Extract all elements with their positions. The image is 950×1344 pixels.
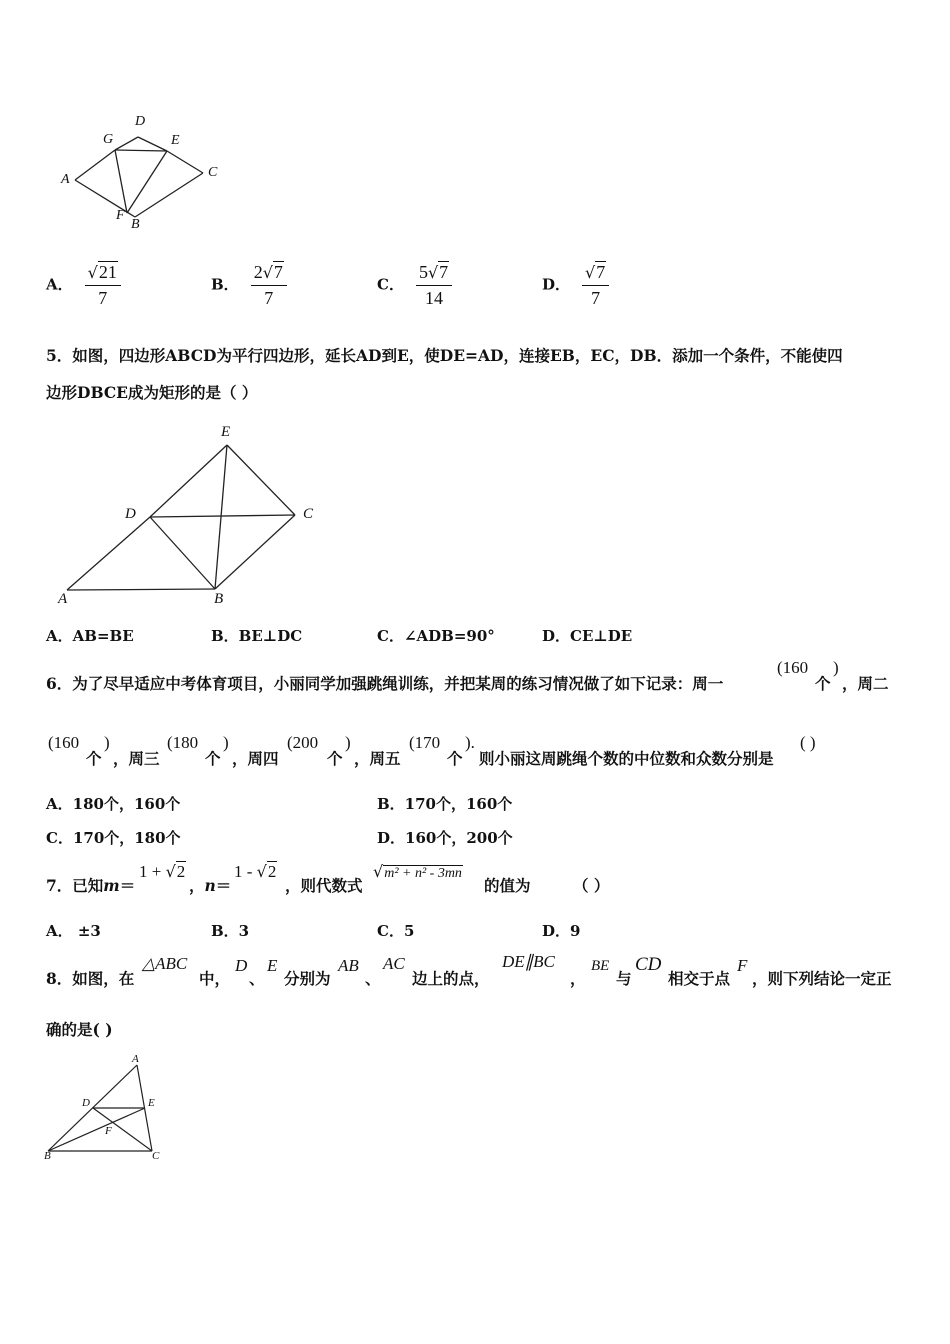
q5-label-A: A (58, 591, 68, 607)
q6-wed-value: (180 (167, 733, 199, 752)
q4-label-F: F (116, 208, 125, 223)
q5-edge-DC (150, 515, 295, 517)
q7-option-d[interactable]: D．9 (542, 922, 581, 940)
q7-m-value: 1 + √2 (139, 862, 186, 881)
q8-parallel: DE∥BC (502, 952, 555, 971)
q5-edge-AB (67, 589, 215, 590)
q5-option-c[interactable]: C．∠ADB=90° (377, 627, 495, 645)
q6-tue-unit: 个 (86, 749, 102, 768)
q4-label-D: D (135, 114, 146, 129)
q6-answer-bracket: ( ) (800, 733, 816, 752)
q6-option-d[interactable]: D．160个，200个 (377, 829, 513, 847)
q6-fri-unit: 个 (447, 749, 463, 768)
q8-stem-p4: 边上的点， (412, 969, 490, 988)
q4-edge-DE (138, 137, 167, 151)
q6-line1-end: ，周二 (842, 674, 889, 693)
q7-mid: ，则代数式 (285, 876, 363, 895)
q8-stem-p8: ，则下列结论一定正 (752, 969, 892, 988)
q6-fri-value: (170 (409, 733, 441, 752)
q4-edge-GF (115, 150, 127, 213)
q7-suffix: 的值为 (484, 876, 531, 895)
q4-option-c[interactable]: C． $\frac{5√7}{14}$ (377, 262, 452, 309)
q6-thu-close: ) (345, 733, 351, 752)
q7-prefix: 7．已知m＝ (46, 876, 136, 895)
q7-n-prefix: ，n＝ (189, 876, 232, 895)
q4-label-B: B (131, 217, 140, 232)
q5-label-C: C (303, 506, 314, 522)
q8-stem-p5: ， (570, 969, 586, 988)
q4-option-b[interactable]: B． $\frac{2√7}{7}$ (211, 262, 287, 309)
q4-edge-BA (75, 180, 135, 217)
q4-edge-EF (127, 151, 167, 213)
q8-stem-line2: 确的是( ) (46, 1020, 113, 1039)
q6-sep-fri: ，周五 (354, 749, 401, 768)
q4-edge-AG (75, 150, 115, 180)
q7-expression: √m² + n² - 3mn (373, 862, 462, 881)
q4-edge-GE (115, 150, 167, 151)
q6-fri-close: ). (465, 733, 475, 752)
q4-label-A: A (61, 172, 70, 187)
q6-tue-value: (160 (48, 733, 80, 752)
q4-edge-CB (135, 173, 203, 217)
q4-edge-GD (115, 137, 138, 150)
q6-mon-close: ) (833, 658, 839, 677)
q8-dun: 、 (249, 969, 265, 988)
q7-option-a[interactable]: A． ±3 (46, 922, 101, 940)
q8-seg-AB: AB (338, 956, 359, 975)
q8-stem-p3: 分别为 (284, 969, 331, 988)
q7-option-c[interactable]: C．5 (377, 922, 415, 940)
q6-sep-thu: ，周四 (232, 749, 279, 768)
q8-dun2: 、 (365, 969, 381, 988)
q6-tue-close: ) (104, 733, 110, 752)
q6-option-c[interactable]: C．170个，180个 (46, 829, 181, 847)
q8-stem-p7: 相交于点 (668, 969, 731, 988)
q5-edge-AD (67, 517, 150, 590)
q5-label-E: E (221, 424, 231, 440)
q4-edge-EC (167, 151, 203, 173)
q8-edge-CD (93, 1108, 152, 1151)
q8-label-F: F (105, 1125, 112, 1137)
q8-seg-CD: CD (635, 954, 662, 975)
q6-thu-value: (200 (287, 733, 319, 752)
q6-option-a[interactable]: A．180个，160个 (46, 795, 181, 813)
q8-point-D: D (235, 956, 248, 975)
q4-option-a[interactable]: A． $\frac{√21}{7}$ (46, 262, 121, 309)
q5-option-b[interactable]: B．BE⊥DC (211, 627, 303, 645)
q5-edge-EB (215, 445, 227, 589)
q7-option-b[interactable]: B．3 (211, 922, 250, 940)
q7-n-value: 1 - √2 (234, 862, 277, 881)
q6-mon-value: (160 (777, 658, 809, 677)
q5-edge-DE (150, 445, 227, 517)
q5-edge-CB (215, 515, 295, 589)
q5-edge-DB (150, 517, 215, 589)
q8-figure (40, 1055, 170, 1165)
q8-label-C: C (152, 1150, 160, 1162)
q6-sep-wed: ，周三 (113, 749, 160, 768)
q6-mon-unit: 个 (815, 674, 831, 693)
q5-label-D: D (125, 506, 136, 522)
q7-answer-bracket: （ ） (573, 876, 610, 895)
q5-stem-line2: 边形DBCE成为矩形的是（ ） (46, 383, 258, 402)
q8-point-F: F (737, 956, 748, 975)
q6-stem-tail: 则小丽这周跳绳个数的中位数和众数分别是 (479, 749, 774, 768)
q5-label-B: B (214, 591, 224, 607)
q6-wed-close: ) (223, 733, 229, 752)
q4-option-d[interactable]: D． $\frac{√7}{7}$ (542, 262, 609, 309)
q8-edge-BE (48, 1108, 145, 1151)
q8-stem-p6: 与 (616, 969, 632, 988)
q8-label-D: D (82, 1097, 90, 1109)
q8-point-E: E (267, 956, 278, 975)
q4-label-C: C (208, 165, 218, 180)
q8-stem-p1: 8．如图，在 (46, 969, 135, 988)
q5-edge-EC (227, 445, 295, 515)
q8-seg-AC: AC (383, 954, 405, 973)
q4-label-E: E (171, 133, 180, 148)
q8-seg-BE: BE (591, 958, 610, 974)
q8-label-A: A (132, 1053, 139, 1065)
q6-stem-line1: 6．为了尽早适应中考体育项目，小丽同学加强跳绳训练，并把某周的练习情况做了如下记录：周一 (46, 674, 724, 693)
q5-stem-line1: 5．如图，四边形ABCD为平行四边形，延长AD到E，使DE=AD，连接EB，EC，DB．添加一个条件，不能使四 (46, 346, 843, 365)
q8-triangle: △ABC (142, 954, 188, 973)
q6-thu-unit: 个 (327, 749, 343, 768)
q8-label-B: B (44, 1150, 51, 1162)
q5-figure (55, 425, 325, 610)
q5-option-a[interactable]: A．AB=BE (46, 627, 134, 645)
q8-label-E: E (148, 1097, 155, 1109)
q5-option-d[interactable]: D．CE⊥DE (542, 627, 633, 645)
q6-option-b[interactable]: B．170个，160个 (377, 795, 513, 813)
q6-wed-unit: 个 (205, 749, 221, 768)
q8-stem-p2: 中， (199, 969, 231, 988)
q4-label-G: G (103, 132, 114, 147)
